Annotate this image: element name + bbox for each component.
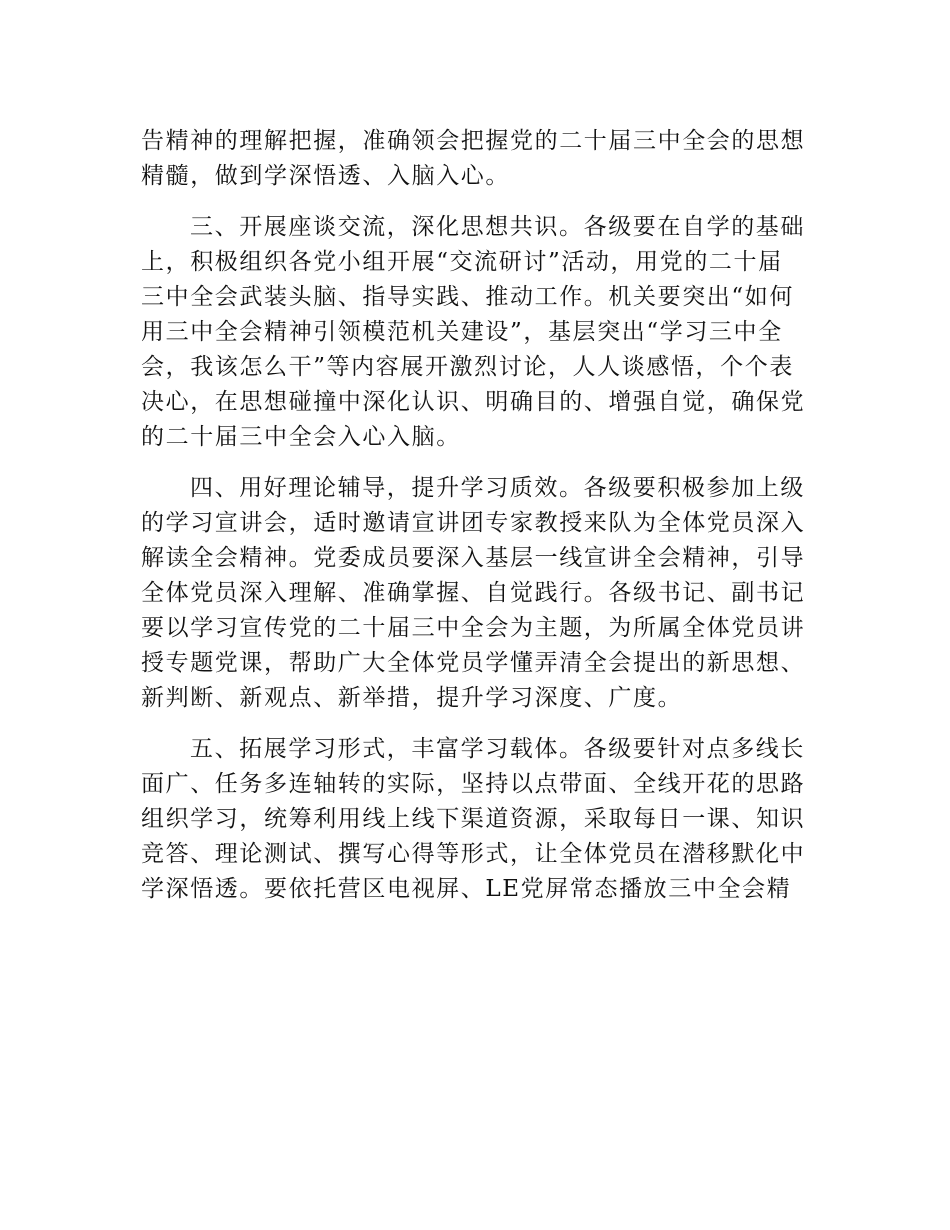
- text-line: 解读全会精神。党委成员要深入基层一线宣讲全会精神，引导: [141, 545, 806, 571]
- text-line: 四、用好理论辅导，提升学习质效。各级要积极参加上级: [190, 475, 805, 501]
- text-line: 决心，在思想碰撞中深化认识、明确目的、增强自觉，确保党: [141, 389, 806, 415]
- text-line: 竞答、理论测试、撰写心得等形式，让全体党员在潜移默化中: [141, 841, 806, 867]
- text-line: 面广、任务多连轴转的实际，坚持以点带面、全线开花的思路: [141, 771, 806, 797]
- text-line: 用三中全会精神引领模范机关建设”，基层突出“学习三中全: [141, 319, 783, 345]
- body-text: [141, 124, 813, 907]
- text-line: 三中全会武装头脑、指导实践、推动工作。机关要突出“如何: [141, 284, 794, 310]
- text-line: 要以学习宣传党的二十届三中全会为主题，为所属全体党员讲: [141, 615, 806, 641]
- paragraph-section-4: [141, 471, 813, 716]
- text-line: 授专题党课，帮助广大全体党员学懂弄清全会提出的新思想、: [141, 650, 806, 676]
- text-line: 的二十届三中全会入心入脑。: [141, 424, 461, 450]
- text-line: 告精神的理解把握，准确领会把握党的二十届三中全会的思想: [141, 128, 806, 154]
- text-line: 新判断、新观点、新举措，提升学习深度、广度。: [141, 685, 683, 711]
- text-line: 学深悟透。要依托营区电视屏、LE党屏常态播放三中全会精: [141, 876, 792, 902]
- text-line: 会，我该怎么干”等内容展开激烈讨论，人人谈感悟，个个表: [141, 354, 794, 380]
- paragraph-section-5: [141, 732, 813, 907]
- text-line: 组织学习，统筹利用线上线下渠道资源，采取每日一课、知识: [141, 806, 806, 832]
- text-line: 三、开展座谈交流，深化思想共识。各级要在自学的基础: [190, 214, 805, 240]
- paragraph-section-3: [141, 210, 813, 455]
- text-line: 上，积极组织各党小组开展“交流研讨”活动，用党的二十届: [141, 249, 783, 275]
- text-line: 全体党员深入理解、准确掌握、自觉践行。各级书记、副书记: [141, 580, 806, 606]
- text-line: 的学习宣讲会，适时邀请宣讲团专家教授来队为全体党员深入: [141, 510, 806, 536]
- paragraph-continuation: [141, 124, 813, 194]
- text-line: 精髓，做到学深悟透、入脑入心。: [141, 163, 510, 189]
- text-line: 五、拓展学习形式，丰富学习载体。各级要针对点多线长: [190, 736, 805, 762]
